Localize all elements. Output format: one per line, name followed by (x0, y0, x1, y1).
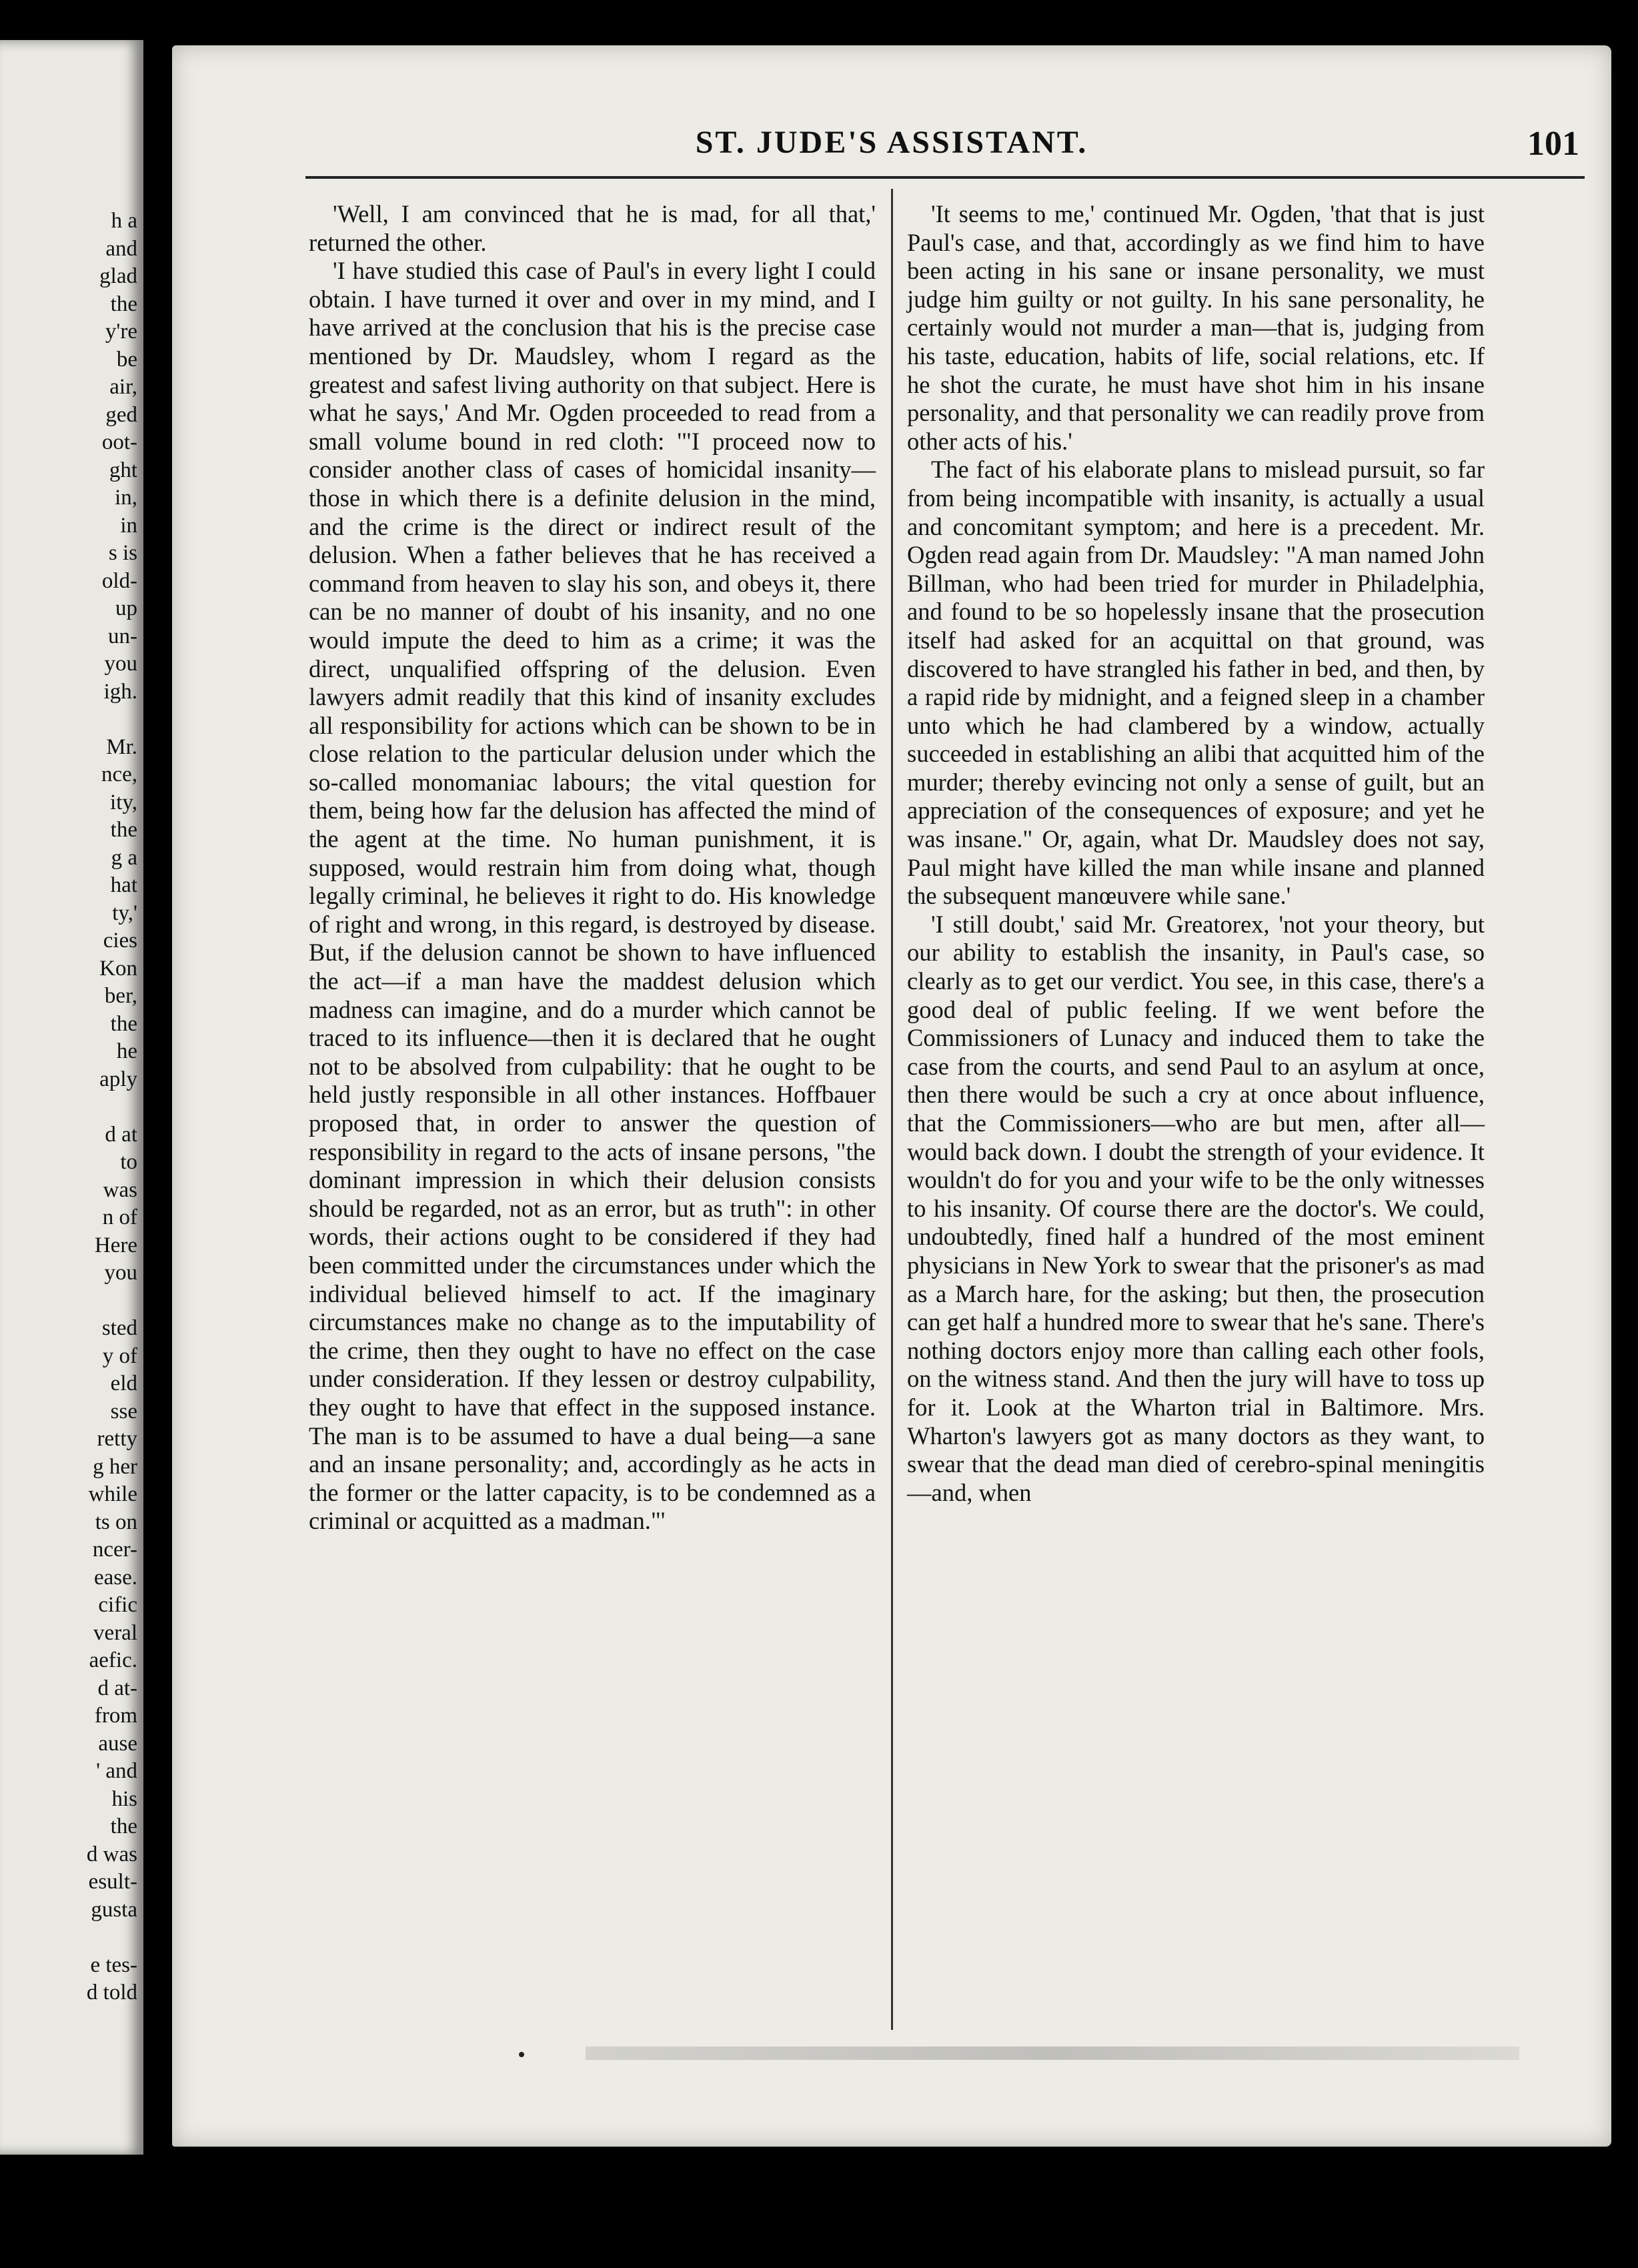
facing-page-fragment: eld (110, 1371, 137, 1395)
facing-page-fragment: his (111, 1786, 137, 1811)
facing-page-fragment: s is (108, 541, 137, 565)
facing-page-fragment: and (105, 236, 137, 261)
facing-page-fragment: gusta (91, 1897, 137, 1922)
facing-page-fragment: oot- (101, 430, 137, 454)
facing-page-fragment: d was (86, 1842, 137, 1866)
facing-page-fragment: ity, (110, 790, 137, 814)
facing-page-fragment: aply (99, 1067, 137, 1091)
facing-page-fragment: hat (110, 873, 137, 897)
facing-page-fragment: cies (103, 929, 137, 953)
facing-page-fragment: h a (111, 209, 137, 233)
facing-page-fragment: the (110, 1011, 137, 1036)
facing-page-fragment: in (120, 513, 137, 538)
facing-page-fragment: the (110, 818, 137, 842)
paragraph: 'I still doubt,' said Mr. Greatorex, 'not your theory, but our ability to establish the insanity, in Paul's case, so clearly as to get our verdict. You see, in this case, there's a good deal of public feeling. If we went before the Commissioners of Lunacy and induced them to take the case from the courts, and send Paul to an asylum at once, then there would be such a cry at once about influence, that the Commissioners—who are but men, after all—would back down. I doubt the strength of your evidence. It wouldn't do for you and your wife to be the only witnesses to his insanity. Of course there are the doctor's. We could, undoubtedly, fined half a hundred of the most eminent physicians in New York to swear that the prisoner's as mad as a March hare, for the asking; but then, the prosecution can get half a hundred more to swear that he's sane. There's nothing doctors enjoy more than calling each other fools, on the witness stand. And then the jury will have to toss up for it. Look at the Wharton trial in Baltimore. Mrs. Wharton's lawyers got as many doctors as they want, to swear that the dead man died of cerebro-spinal meningitis—and, when (907, 910, 1485, 1506)
facing-page-fragment: while (88, 1482, 137, 1506)
facing-page-fragment: y're (105, 320, 137, 344)
ink-dot (519, 2052, 524, 2057)
facing-page-fragment: glad (99, 264, 137, 288)
facing-page-fragment: Kon (99, 956, 137, 981)
facing-page-fragment: from (94, 1704, 137, 1728)
facing-page-fragment: g her (93, 1454, 137, 1479)
paragraph: 'I have studied this case of Paul's in every light I could obtain. I have turned it over and over in my mind, and I have arrived at the conclusion that his is the precise case mentioned by Dr. Maudsley, whom I regard as the greatest and safest living authority on that subject. Here is what he says,' And Mr. Ogden proceeded to read from a small volume bound in red cloth: '"I proceed now to consider another class of cases of homicidal insanity—those in which there is a definite delusion in the mind, and the crime is the direct or indirect result of the delusion. When a father believes that he has received a command from heaven to slay his son, and obeys it, there can be no manner of doubt of his insanity, and no one would impute the deed to him as a crime; it was the direct, unqualified offspring of the delusion. Even lawyers admit readily that this kind of insanity excludes all responsibility for actions which can be shown to be in close relation to the particular delusion under which the so-called monomaniac labours; the vital question for them, being how far the delusion has affected the mind of the agent at the time. No human punishment, it is supposed, would restrain him from doing what, though legally criminal, he believes it right to do. His knowledge of right and wrong, in this regard, is destroyed by disease. But, if the delusion cannot be shown to have influenced the act—if a man have the maddest delusion which madness can imagine, and do a murder which cannot be traced to its influence—then it is declared that he ought not to be absolved from culpability: that he ought to be held justly responsible in all other instances. Hoffbauer proposed that, in order to answer the question of responsibility in regard to the acts of insane persons, "the dominant impression in which their delusion consists should be regarded, not as an error, but as truth": in other words, their actions ought to be considered if they had been committed under the circumstances under which the individual believed himself to act. If the imaginary circumstances make no change as to the imputability of the crime, then they ought to have no effect on the case under consideration. If they lessen or destroy culpability, they ought to have that effect in the supposed instance. The man is to be assumed to have a dual being—a sane and an insane personality; and, accordingly as he acts in the former or the latter capacity, is to be condemned as a criminal or acquitted as a madman."' (309, 257, 876, 1535)
facing-page-fragment: e tes- (90, 1952, 137, 1977)
facing-page-fragment: esult- (88, 1870, 137, 1894)
running-title: ST. JUDE'S ASSISTANT. (695, 125, 1088, 160)
facing-page-fragment: ts on (95, 1510, 137, 1534)
facing-page-fragment: air, (109, 375, 137, 399)
facing-page-fragment: d told (86, 1980, 137, 2005)
bleed-through-text (586, 2047, 1519, 2060)
facing-page-fragment: igh. (103, 679, 137, 704)
facing-page-fragment: d at (105, 1122, 137, 1147)
facing-page-fragment: in, (115, 486, 137, 510)
facing-page-fragment: ght (109, 458, 137, 482)
facing-page-fragment: ause (98, 1731, 137, 1756)
facing-page-fragment: sse (110, 1399, 137, 1424)
facing-page-fragment: aefic. (89, 1648, 137, 1672)
facing-page-fragment: n of (102, 1205, 137, 1229)
paragraph: 'Well, I am convinced that he is mad, for all that,' returned the other. (309, 200, 876, 256)
facing-page-fragment: Here (94, 1233, 137, 1257)
facing-page-fragment: ease. (93, 1565, 137, 1590)
facing-page-fragment: you (104, 1261, 137, 1285)
header-rule (305, 176, 1585, 179)
facing-page-fragment: Mr. (106, 734, 137, 759)
facing-page-fragment: be (116, 347, 137, 372)
facing-page-fragment: cific (98, 1593, 137, 1617)
facing-page-fragment: ber, (104, 984, 137, 1008)
right-column (907, 200, 1485, 1507)
page-number: 101 (1527, 125, 1579, 163)
facing-page-fragment: d at- (97, 1676, 137, 1700)
facing-page-fragment: old- (101, 568, 137, 593)
facing-page-fragment: sted (101, 1316, 137, 1340)
paragraph: 'It seems to me,' continued Mr. Ogden, 'that that is just Paul's case, and that, accordingly as we find him to have been acting in his sane or insane personality, we must judge him guilty or not guilty. In his sane personality, he certainly would not murder a man—that is, judging from his taste, education, habits of life, social relations, etc. If he shot the curate, he must have shot him in his insane personality, and that personality we can readily prove from other acts of his.' (907, 200, 1485, 455)
facing-page-fragment: ged (105, 402, 137, 427)
facing-page-edge (0, 40, 143, 2155)
facing-page-fragment: to (120, 1150, 137, 1174)
facing-page-fragment: nce, (101, 762, 137, 786)
facing-page-fragment: g a (111, 845, 137, 870)
facing-page-fragment: ncer- (92, 1538, 137, 1562)
facing-page-fragment: veral (93, 1620, 137, 1645)
book-page (172, 45, 1611, 2147)
facing-page-fragment: the (110, 1814, 137, 1838)
facing-page-fragment: retty (97, 1427, 137, 1451)
facing-page-fragment: he (116, 1039, 137, 1063)
facing-page-fragment: ty,' (112, 901, 137, 925)
facing-page-fragment: ' and (96, 1759, 137, 1783)
facing-page-fragment: you (104, 652, 137, 676)
paragraph: The fact of his elaborate plans to mislead pursuit, so far from being incompatible with insanity, is actually a usual and concomitant symptom; and here is a precedent. Mr. Ogden read again from Dr. Maudsley: "A man named John Billman, who had been tried for murder in Philadelphia, and found to be so hopelessly insane that the prosecution itself had asked for an acquittal on that ground, was discovered to have strangled his father in bed, and then, by a rapid ride by midnight, and a feigned sleep in a chamber unto which he had clambered by a window, actually succeeded in establishing an alibi that acquitted him of the murder; thereby evincing not only a sense of guilt, but an appreciation of the consequences of exposure; and yet he was insane." Or, again, what Dr. Maudsley does not say, Paul might have killed the man while insane and planned the subsequent manœuvere while sane.' (907, 456, 1485, 910)
facing-page-fragment: y of (102, 1343, 137, 1368)
facing-page-fragment: the (110, 292, 137, 316)
facing-page-fragment: was (103, 1177, 137, 1202)
column-divider (891, 189, 893, 2030)
facing-page-fragment: un- (108, 624, 137, 648)
facing-page-fragment: up (115, 596, 137, 620)
left-column (309, 200, 876, 1536)
